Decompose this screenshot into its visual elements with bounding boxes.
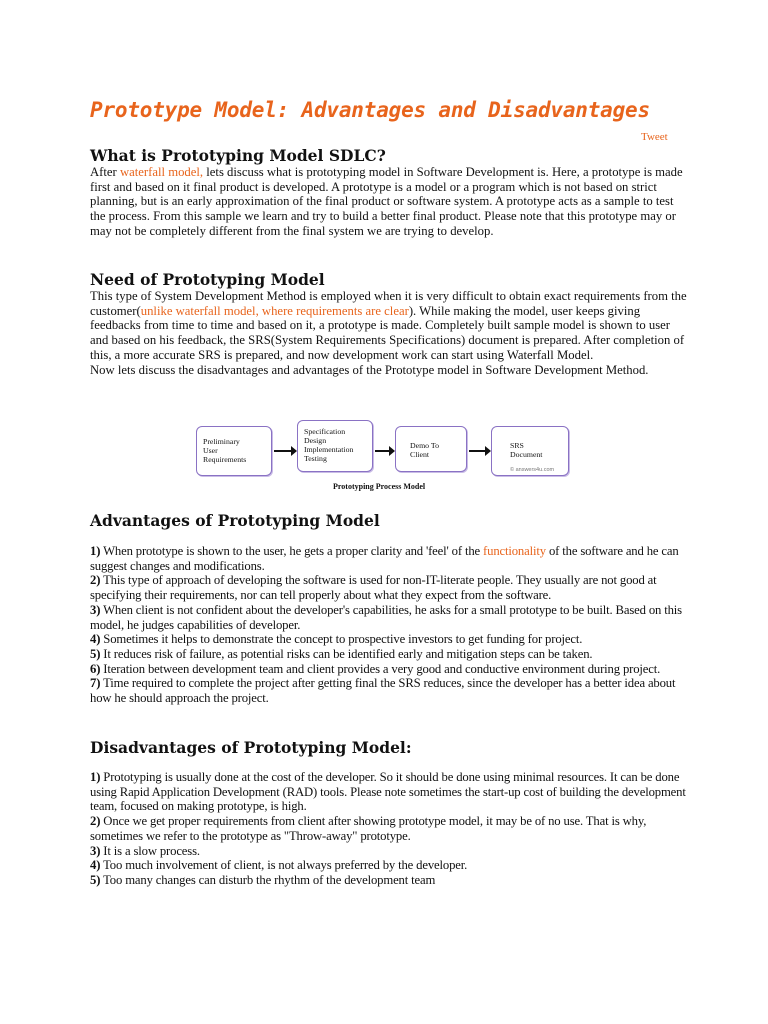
section-heading-advantages: Advantages of Prototyping Model (90, 511, 380, 530)
diagram-box-demo (395, 426, 467, 472)
text-span: This type of System Development Method is employed when it is very difficult to obtain exact requirements from the customer( (90, 289, 687, 318)
item-text: When client is not confident about the developer's capabilities, he asks for a small prototype to be built. Based on this model, he judges capabilities of developer. (90, 602, 682, 632)
item-text: Too many changes can disturb the rhythm of the development team (100, 872, 436, 887)
text-span: ). While making the model, user keeps giving feedbacks from time to time and based on it, a prototype is made. Completely built sample model is shown to user and based on his feedback, the SRS(System Requirements Specifications) document is prepared. After completion of this, a more accurate SRS is prepared, and now development work can start using Waterfall Model. (90, 303, 685, 362)
item-number: 5) (90, 646, 101, 661)
item-text: Time required to complete the project after getting final the SRS reduces, since the developer has a better idea about how he should approach the project. (90, 676, 676, 706)
item-number: 1) (90, 770, 101, 784)
section-heading-what-is: What is Prototyping Model SDLC? (90, 146, 386, 165)
item-text: of the software and he can suggest changes and modifications. (90, 544, 679, 573)
diagram-box-preliminary (196, 426, 272, 476)
diagram-caption: Prototyping Process Model (333, 482, 426, 491)
item-text: Prototyping is usually done at the cost of the developer. So it should be done using minimal resources. It can be done using Rapid Application Development (RAD) tools. Please note sometimes the start-up cost of building the development team, focused on making prototype, is high. (90, 770, 686, 814)
list-item (90, 632, 690, 647)
tweet-link[interactable]: Tweet (641, 131, 668, 143)
section-paragraph-what-is (90, 165, 690, 239)
list-item (90, 844, 690, 859)
diagram-copyright: © answers4u.com (510, 467, 555, 473)
advantages-list (90, 544, 690, 706)
item-number: 3) (90, 843, 101, 858)
diagram-box-line: Demo To (410, 441, 439, 450)
text-span: Now lets discuss the disadvantages and advantages of the Prototype model in Software Development Method. (90, 362, 649, 377)
list-item (90, 873, 690, 888)
item-text: Iteration between development team and client provides a very good and conductive environment during project. (100, 661, 661, 676)
page-title: Prototype Model: Advantages and Disadvantages (90, 98, 650, 122)
item-number: 4) (90, 632, 101, 647)
section-heading-need: Need of Prototyping Model (90, 270, 325, 289)
list-item (90, 770, 690, 814)
list-item (90, 858, 690, 873)
text-span: After (90, 165, 120, 179)
list-item (90, 676, 690, 705)
item-text: When prototype is shown to the user, he gets a proper clarity and 'feel' of the (100, 544, 484, 558)
item-text: This type of approach of developing the software is used for non-IT-literate people. They usually are not good at specifying their requirements, nor can tell properly about what they expect from the software. (90, 573, 657, 603)
list-item (90, 573, 690, 602)
item-number: 2) (90, 814, 101, 829)
item-text: Sometimes it helps to demonstrate the concept to prospective investors to get funding for project. (100, 632, 583, 647)
diagram-box-line: Requirements (203, 455, 247, 464)
section-heading-disadvantages: Disadvantages of Prototyping Model: (90, 738, 412, 757)
diagram-arrow (375, 450, 390, 452)
item-number: 5) (90, 872, 101, 887)
diagram-box-line: Implementation (304, 445, 354, 454)
list-item (90, 544, 690, 573)
diagram-arrow (274, 450, 292, 452)
diagram-arrow (469, 450, 486, 452)
item-number: 6) (90, 661, 101, 676)
item-number: 3) (90, 602, 101, 617)
list-item (90, 814, 690, 843)
diagram-box-line: Design (304, 436, 327, 445)
item-number: 1) (90, 544, 101, 558)
diagram-box-line: Specification (304, 427, 346, 436)
diagram-box-line: Preliminary (203, 437, 240, 446)
item-text: Too much involvement of client, is not always preferred by the developer. (100, 858, 468, 873)
item-text: Once we get proper requirements from client after showing prototype model, it may be of no use. That is why, sometimes we refer to the prototype as "Throw-away" prototype. (90, 814, 647, 843)
text-span: lets discuss what is prototyping model in Software Development is. Here, a prototype is made first and based on it final product is developed. A prototype is a model or a program which is not based on strict planning, but is an early approximation of the final product or software system. A prototype acts as a sample to test the process. From this sample we learn and try to build a better final product. Please note that this prototype may or may not be completely different from the final system we are trying to develop. (90, 165, 683, 238)
diagram-box-line: SRS (510, 441, 524, 450)
section-paragraph-need (90, 289, 690, 377)
item-number: 4) (90, 858, 101, 873)
list-item (90, 662, 690, 677)
item-text: It is a slow process. (100, 843, 200, 858)
item-number: 2) (90, 573, 101, 588)
diagram-box-line: Client (410, 450, 430, 459)
highlight-text: unlike waterfall model, where requirements are clear (140, 303, 409, 318)
item-number: 7) (90, 676, 101, 691)
disadvantages-list (90, 770, 690, 888)
list-item (90, 647, 690, 662)
list-item (90, 603, 690, 632)
diagram-box-line: Testing (304, 454, 327, 463)
functionality-link[interactable]: functionality (483, 544, 546, 558)
diagram-box-line: User (203, 446, 218, 455)
diagram-box-line: Document (510, 450, 543, 459)
diagram-box-specification (297, 420, 373, 472)
waterfall-model-link[interactable]: waterfall model, (119, 165, 204, 179)
item-text: It reduces risk of failure, as potential risks can be identified early and mitigation steps can be taken. (100, 646, 593, 661)
